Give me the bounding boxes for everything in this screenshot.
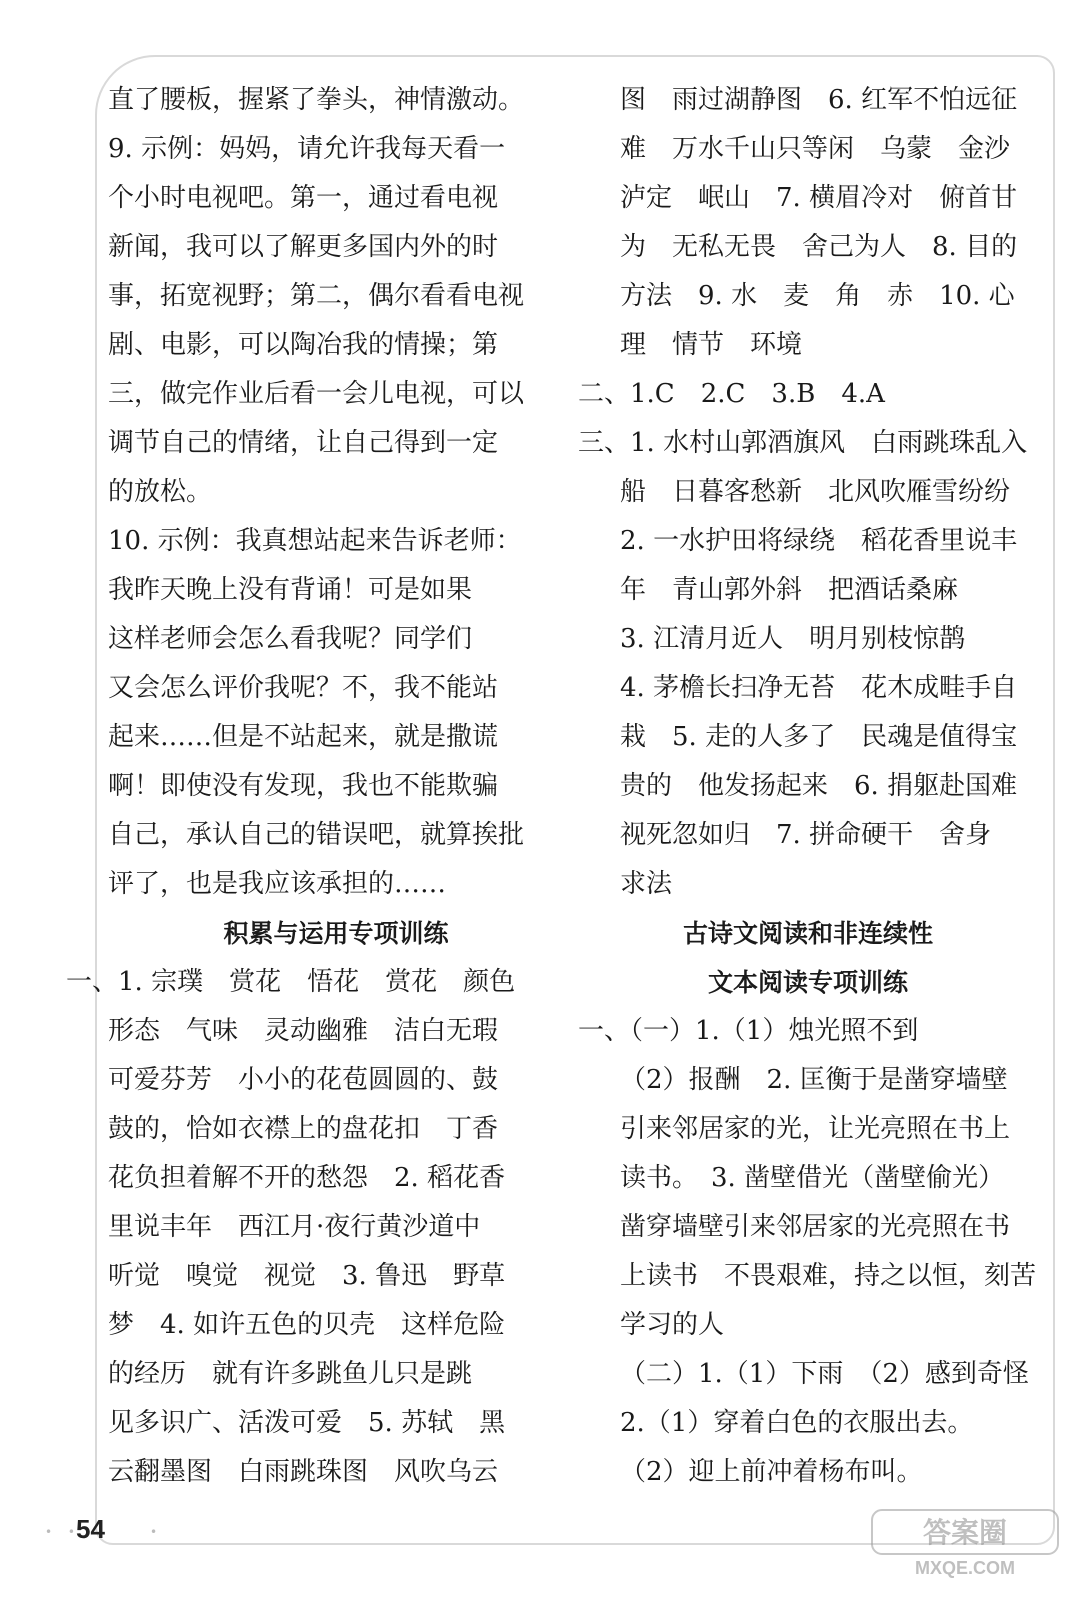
text-line: 栽 5. 走的人多了 民魂是值得宝	[620, 722, 1018, 752]
text-line: 年 青山郭外斜 把酒话桑麻	[620, 575, 959, 605]
text-line: 剧、电影，可以陶冶我的情操；第	[108, 330, 499, 360]
text-line: 形态 气味 灵动幽雅 洁白无瑕	[108, 1016, 499, 1046]
text-line: 3. 江清月近人 明月别枝惊鹊	[620, 624, 966, 654]
text-line: 图 雨过湖静图 6. 红军不怕远征	[620, 85, 1018, 115]
text-line: 评了，也是我应该承担的……	[108, 869, 447, 899]
right-column	[578, 76, 1038, 1497]
text-line: 2. 一水护田将绿绕 稻花香里说丰	[620, 526, 1018, 556]
text-line: 一、1. 宗璞 赏花 悟花 赏花 颜色	[66, 967, 516, 997]
text-line: 可爱芬芳 小小的花苞圆圆的、鼓	[108, 1065, 499, 1095]
text-line: 自己，承认自己的错误吧，就算挨批	[108, 820, 525, 850]
text-line: 理 情节 环境	[620, 330, 803, 360]
text-line: （2）迎上前冲着杨布叫。	[620, 1457, 923, 1487]
text-line: 个小时电视吧。第一，通过看电视	[108, 183, 499, 213]
decorative-dots: • •	[45, 1525, 81, 1539]
text-line: 花负担着解不开的愁怨 2. 稻花香	[108, 1163, 506, 1193]
text-line: 船 日暮客愁新 北风吹雁雪纷纷	[620, 477, 1011, 507]
left-column	[66, 76, 564, 1497]
text-line: 听觉 嗅觉 视觉 3. 鲁迅 野草	[108, 1261, 506, 1291]
text-line: （二）1.（1）下雨 （2）感到奇怪	[620, 1359, 1029, 1389]
text-line: 这样老师会怎么看我呢？同学们	[108, 624, 473, 654]
text-line: 三，做完作业后看一会儿电视，可以	[108, 379, 525, 409]
text-line: 凿穿墙壁引来邻居家的光亮照在书	[620, 1212, 1011, 1242]
text-line: 的放松。	[108, 477, 213, 507]
watermark-url-text: MXQE.COM	[914, 1558, 1016, 1578]
text-line: 二、1.C 2.C 3.B 4.A	[578, 379, 885, 409]
text-line: 我昨天晚上没有背诵！可是如果	[108, 575, 473, 605]
text-line: 视死忽如归 7. 拼命硬干 舍身	[620, 820, 992, 850]
section-heading: 文本阅读专项训练	[707, 968, 908, 997]
text-line: （2）报酬 2. 匡衡于是凿穿墙壁	[620, 1065, 1008, 1095]
text-line: 为 无私无畏 舍己为人 8. 目的	[620, 232, 1018, 262]
decorative-dots: •	[150, 1525, 164, 1539]
section-heading: 古诗文阅读和非连续性	[682, 919, 933, 948]
page-number: 54	[76, 1514, 105, 1544]
watermark-logo	[870, 1508, 1060, 1578]
text-line: 见多识广、活泼可爱 5. 苏轼 黑	[108, 1408, 506, 1438]
section-heading: 积累与运用专项训练	[223, 919, 449, 948]
text-line: 一、（一）1.（1）烛光照不到	[578, 1016, 919, 1046]
text-line: 又会怎么评价我呢？不，我不能站	[108, 673, 499, 703]
text-line: 贵的 他发扬起来 6. 捐躯赴国难	[620, 771, 1018, 801]
text-line: 求法	[620, 869, 673, 899]
text-line: 的经历 就有许多跳鱼儿只是跳	[108, 1359, 473, 1389]
text-line: 梦 4. 如许五色的贝壳 这样危险	[108, 1310, 506, 1340]
text-line: 10. 示例：我真想站起来告诉老师：	[108, 526, 522, 556]
text-line: 事，拓宽视野；第二，偶尔看看电视	[108, 281, 525, 311]
text-line: 三、1. 水村山郭酒旗风 白雨跳珠乱入	[578, 428, 1028, 458]
text-line: 上读书 不畏艰难，持之以恒，刻苦	[620, 1261, 1037, 1291]
text-line: 方法 9. 水 麦 角 赤 10. 心	[620, 281, 1015, 311]
text-line: 新闻，我可以了解更多国内外的时	[108, 232, 499, 262]
text-line: 4. 茅檐长扫净无苔 花木成畦手自	[620, 673, 1018, 703]
text-line: 9. 示例：妈妈，请允许我每天看一	[108, 134, 506, 164]
text-line: 学习的人	[620, 1310, 725, 1340]
watermark-logo-text: 答案圈	[922, 1516, 1008, 1549]
text-line: 泸定 岷山 7. 横眉冷对 俯首甘	[620, 183, 1018, 213]
text-line: 直了腰板，握紧了拳头，神情激动。	[108, 85, 525, 115]
text-line: 引来邻居家的光，让光亮照在书上	[620, 1114, 1011, 1144]
text-line: 读书。 3. 凿壁借光（凿壁偷光）	[620, 1163, 1005, 1193]
text-line: 里说丰年 西江月·夜行黄沙道中	[108, 1212, 481, 1242]
text-line: 难 万水千山只等闲 乌蒙 金沙	[620, 134, 1011, 164]
text-line: 云翻墨图 白雨跳珠图 风吹乌云	[108, 1457, 499, 1487]
text-line: 2.（1）穿着白色的衣服出去。	[620, 1408, 974, 1438]
text-line: 起来……但是不站起来，就是撒谎	[108, 722, 499, 752]
text-line: 啊！即使没有发现，我也不能欺骗	[108, 771, 499, 801]
text-line: 鼓的，恰如衣襟上的盘花扣 丁香	[108, 1114, 499, 1144]
text-line: 调节自己的情绪，让自己得到一定	[108, 428, 499, 458]
